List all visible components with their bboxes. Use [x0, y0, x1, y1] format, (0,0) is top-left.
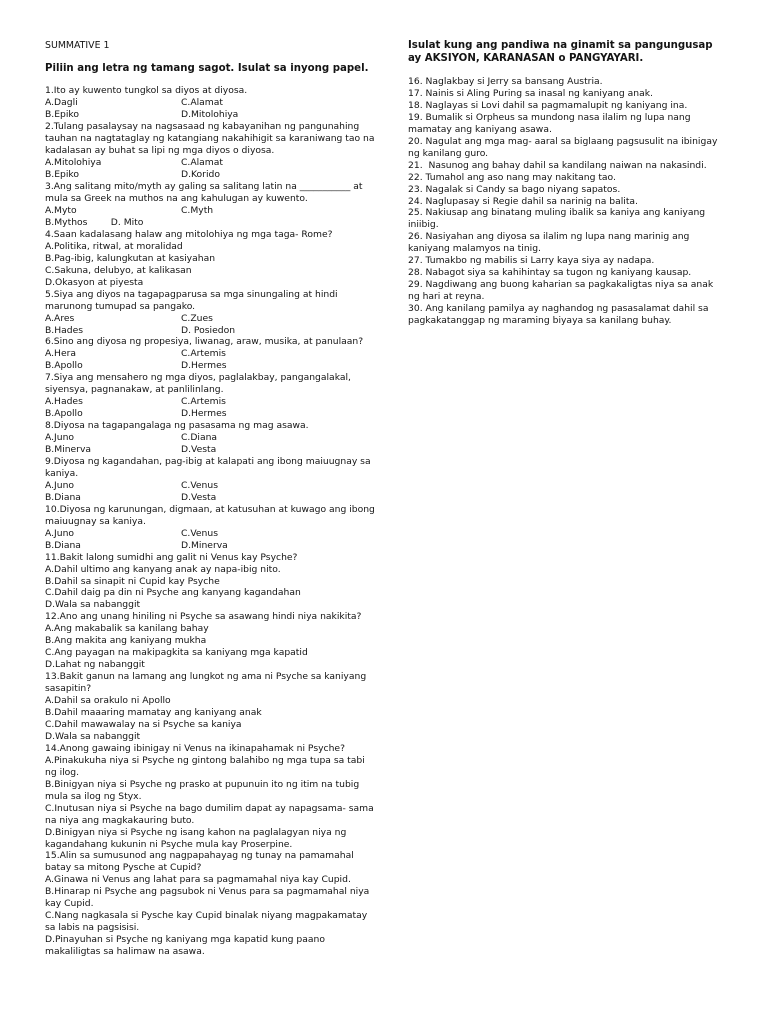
question-15 — [45, 850, 375, 958]
choice-a: A.Juno — [45, 432, 75, 444]
item-20: 20. Nagulat ang mga mag- aaral sa biglaang pagsusulit na ibinigay ng kanilang guro. — [408, 135, 718, 159]
choice-a: A.Ginawa ni Venus ang lahat para sa pagmamahal niya kay Cupid. — [45, 874, 351, 886]
choice-c: C.Nang nagkasala si Pysche kay Cupid binalak niyang magpakamatay sa labis na pagsisisi. — [45, 910, 368, 934]
choice-a: A.Pinakukuha niya si Psyche ng gintong balahibo ng mga tupa sa tabi ng ilog. — [45, 754, 365, 778]
question-3 — [45, 181, 375, 229]
question-text: 1.Ito ay kuwento tungkol sa diyos at diyosa. — [45, 85, 248, 97]
choice-b: B.Ang makita ang kaniyang mukha — [45, 635, 207, 647]
choice-grid — [45, 396, 375, 420]
question-12 — [45, 611, 375, 671]
choice-list — [45, 564, 375, 612]
choice-b: B.Dahil maaaring mamatay ang kaniyang anak — [45, 707, 262, 719]
question-5 — [45, 289, 375, 337]
right-instruction: Isulat kung ang pandiwa na ginamit sa pangungusap ay AKSIYON, KARANASAN o PANGYAYARI. — [408, 40, 713, 64]
choice-a: A.Hera — [45, 348, 77, 360]
question-list — [45, 85, 375, 958]
question-text: 7.Siya ang mensahero ng mga diyos, paglalakbay, pangangalakal, siyensya, pagnanakaw, at panlilinlang. — [45, 372, 351, 396]
item-17: 17. Nainis si Aling Puring sa inasal ng kaniyang anak. — [408, 87, 653, 99]
choice-d: D.Binigyan niya si Psyche ng isang kahon na paglalagyan niya ng kagandahang kukunin ni Psyche mula kay Proserpine. — [45, 826, 347, 850]
choice-empty — [181, 217, 375, 229]
choice-a: A.Juno — [45, 479, 75, 491]
question-7 — [45, 372, 375, 420]
question-text: 12.Ano ang unang hiniling ni Psyche sa asawang hindi niya nakikita? — [45, 611, 362, 623]
choice-list — [45, 755, 375, 851]
choice-b: B.Minerva — [45, 444, 92, 456]
choice-list — [45, 623, 375, 671]
right-column — [408, 40, 726, 327]
choice-grid — [45, 313, 375, 337]
choice-b: B.Apollo — [45, 408, 83, 420]
choice-d: D.Korido — [181, 169, 220, 181]
choice-d: D.Wala sa nabanggit — [45, 599, 141, 611]
choice-d: D.Minerva — [181, 539, 228, 551]
question-text: 13.Bakit ganun na lamang ang lungkot ng ama ni Psyche sa kaniyang sasapitin? — [45, 671, 367, 695]
item-list — [408, 76, 726, 327]
choice-a: A.Dahil sa orakulo ni Apollo — [45, 695, 171, 707]
choice-c: C.Venus — [181, 527, 218, 539]
item-19: 19. Bumalik si Orpheus sa mundong nasa ilalim ng lupa nang mamatay ang kaniyang asawa. — [408, 111, 691, 135]
choice-b: B.Hades — [45, 324, 84, 336]
question-text: 8.Diyosa na tagapangalaga ng pasasama ng mag asawa. — [45, 420, 309, 432]
choice-grid — [45, 528, 375, 552]
choice-b: B.Diana — [45, 539, 81, 551]
choice-c: C.Myth — [181, 204, 214, 216]
choice-b: B.Apollo — [45, 360, 83, 372]
choice-b: B.Dahil sa sinapit ni Cupid kay Psyche — [45, 575, 220, 587]
choice-c: C.Dahil mawawalay na si Psyche sa kaniya — [45, 718, 242, 730]
question-10 — [45, 504, 375, 552]
choice-list — [45, 241, 375, 289]
item-26: 26. Nasiyahan ang diyosa sa ilalim ng lupa nang marinig ang kaniyang malamyos na tinig. — [408, 231, 690, 255]
item-27: 27. Tumakbo ng mabilis si Larry kaya siya ay nadapa. — [408, 255, 655, 267]
item-29: 29. Nagdiwang ang buong kaharian sa pagkakaligtas niya sa anak ng hari at reyna. — [408, 279, 714, 303]
item-21: 21. Nasunog ang bahay dahil sa kandilang naiwan na nakasindi. — [408, 159, 707, 171]
question-8 — [45, 420, 375, 456]
choice-b-d: B.Mythos D. Mito — [45, 216, 144, 228]
choice-d: D.Hermes — [181, 360, 227, 372]
choice-a: A.Politika, ritwal, at moralidad — [45, 240, 183, 252]
choice-a: A.Ang makabalik sa kanilang bahay — [45, 623, 209, 635]
question-text: 9.Diyosa ng kagandahan, pag-ibig at kalapati ang ibong maiuugnay sa kaniya. — [45, 456, 371, 479]
document-title: SUMMATIVE 1 — [45, 40, 110, 51]
choice-a: A.Hades — [45, 396, 83, 408]
item-22: 22. Tumahol ang aso nang may nakitang tao. — [408, 171, 616, 183]
choice-c: C.Artemis — [181, 348, 226, 360]
choice-c: C.Alamat — [181, 157, 223, 169]
choice-a: A.Dagli — [45, 97, 78, 109]
choice-a: A.Mitolohiya — [45, 157, 102, 169]
choice-b: B.Binigyan niya si Psyche ng prasko at pupunuin ito ng itim na tubig mula sa ilog ng Styx. — [45, 778, 360, 802]
choice-a: A.Ares — [45, 312, 75, 324]
choice-d: D.Vesta — [181, 444, 217, 456]
choice-grid — [45, 97, 375, 121]
choice-c: C.Inutusan niya si Psyche na bago dumilim dapat ay napagsama- sama na niya ang magkakauring buto. — [45, 802, 374, 826]
choice-c: C.Ang payagan na makipagkita sa kaniyang mga kapatid — [45, 647, 308, 659]
choice-d: D.Wala sa nabanggit — [45, 730, 141, 742]
question-4 — [45, 229, 375, 289]
choice-c: C.Venus — [181, 479, 218, 491]
question-text: 5.Siya ang diyos na tagapagparusa sa mga sinungaling at hindi marunong tumupad sa pangako. — [45, 288, 338, 312]
item-24: 24. Naglupasay si Regie dahil sa narinig na balita. — [408, 195, 638, 207]
choice-d: D.Lahat ng nabanggit — [45, 659, 145, 671]
choice-a: A.Dahil ultimo ang kanyang anak ay napa-ibig nito. — [45, 563, 281, 575]
choice-c: C.Artemis — [181, 396, 226, 408]
choice-list — [45, 874, 375, 958]
question-text: 6.Sino ang diyosa ng propesiya, liwanag, araw, musika, at panulaan? — [45, 336, 364, 348]
question-text: 15.Alin sa sumusunod ang nagpapahayag ng tunay na pamamahal batay sa mitong Pysche at Cupid? — [45, 850, 354, 874]
choice-b: B.Epiko — [45, 169, 80, 181]
choice-grid — [45, 432, 375, 456]
choice-d: D.Okasyon at piyesta — [45, 276, 144, 288]
choice-b: B.Epiko — [45, 109, 80, 121]
choice-grid — [45, 205, 375, 229]
choice-c: C.Dahil daig pa din ni Psyche ang kanyang kagandahan — [45, 587, 301, 599]
choice-c: C.Sakuna, delubyo, at kalikasan — [45, 264, 192, 276]
item-30: 30. Ang kanilang pamilya ay naghandog ng pasasalamat dahil sa pagkakatanggap ng maraming biyaya sa kanilang buhay. — [408, 303, 709, 327]
choice-c: C.Diana — [181, 432, 218, 444]
choice-grid — [45, 348, 375, 372]
question-6 — [45, 336, 375, 372]
question-text: 14.Anong gawaing ibinigay ni Venus na ikinapahamak ni Psyche? — [45, 742, 345, 754]
item-23: 23. Nagalak si Candy sa bago niyang sapatos. — [408, 183, 621, 195]
question-text: 10.Diyosa ng karunungan, digmaan, at katusuhan at kuwago ang ibong maiuugnay sa kaniya. — [45, 503, 375, 527]
choice-grid — [45, 480, 375, 504]
question-1 — [45, 85, 375, 121]
question-text: 2.Tulang pasalaysay na nagsasaad ng kabayanihan ng pangunahing tauhan na nagtataglay ng katangiang nakahihigit sa karaniwang tao na kadalasan ay buhat sa lipi ng mga diyos o diyosa. — [45, 121, 375, 157]
question-11 — [45, 552, 375, 612]
question-text: 3.Ang salitang mito/myth ay galing sa salitang latin na ___________ at mula sa Greek na muthos na ang kahulugan ay kuwento. — [45, 181, 363, 205]
choice-b: B.Hinarap ni Psyche ang pagsubok ni Venus para sa pagmamahal niya kay Cupid. — [45, 886, 370, 910]
question-14 — [45, 743, 375, 851]
left-column — [45, 40, 375, 958]
choice-a: A.Myto — [45, 204, 77, 216]
choice-b: B.Pag-ibig, kalungkutan at kasiyahan — [45, 252, 216, 264]
choice-d: D.Pinayuhan si Psyche ng kaniyang mga kapatid kung paano makaliligtas sa halimaw na asawa. — [45, 934, 325, 958]
choice-d: D.Hermes — [181, 408, 227, 420]
left-instruction: Piliin ang letra ng tamang sagot. Isulat sa inyong papel. — [45, 62, 369, 74]
choice-a: A.Juno — [45, 527, 75, 539]
question-13 — [45, 671, 375, 743]
choice-d: D. Posiedon — [181, 324, 236, 336]
item-18: 18. Naglayas si Lovi dahil sa pagmamalupit ng kaniyang ina. — [408, 99, 688, 111]
choice-d: D.Mitolohiya — [181, 109, 239, 121]
choice-d: D.Vesta — [181, 491, 217, 503]
question-text: 11.Bakit lalong sumidhi ang galit ni Venus kay Psyche? — [45, 551, 298, 563]
choice-grid — [45, 157, 375, 181]
question-9 — [45, 456, 375, 504]
choice-c: C.Alamat — [181, 97, 223, 109]
choice-c: C.Zues — [181, 312, 213, 324]
choice-list — [45, 695, 375, 743]
choice-b: B.Diana — [45, 491, 81, 503]
question-2 — [45, 121, 375, 181]
question-text: 4.Saan kadalasang halaw ang mitolohiya ng mga taga- Rome? — [45, 228, 333, 240]
item-16: 16. Naglakbay si Jerry sa bansang Austria. — [408, 76, 603, 87]
item-25: 25. Nakiusap ang binatang muling ibalik sa kaniya ang kaniyang iniibig. — [408, 207, 706, 231]
item-28: 28. Nabagot siya sa kahihintay sa tugon ng kaniyang kausap. — [408, 267, 692, 279]
